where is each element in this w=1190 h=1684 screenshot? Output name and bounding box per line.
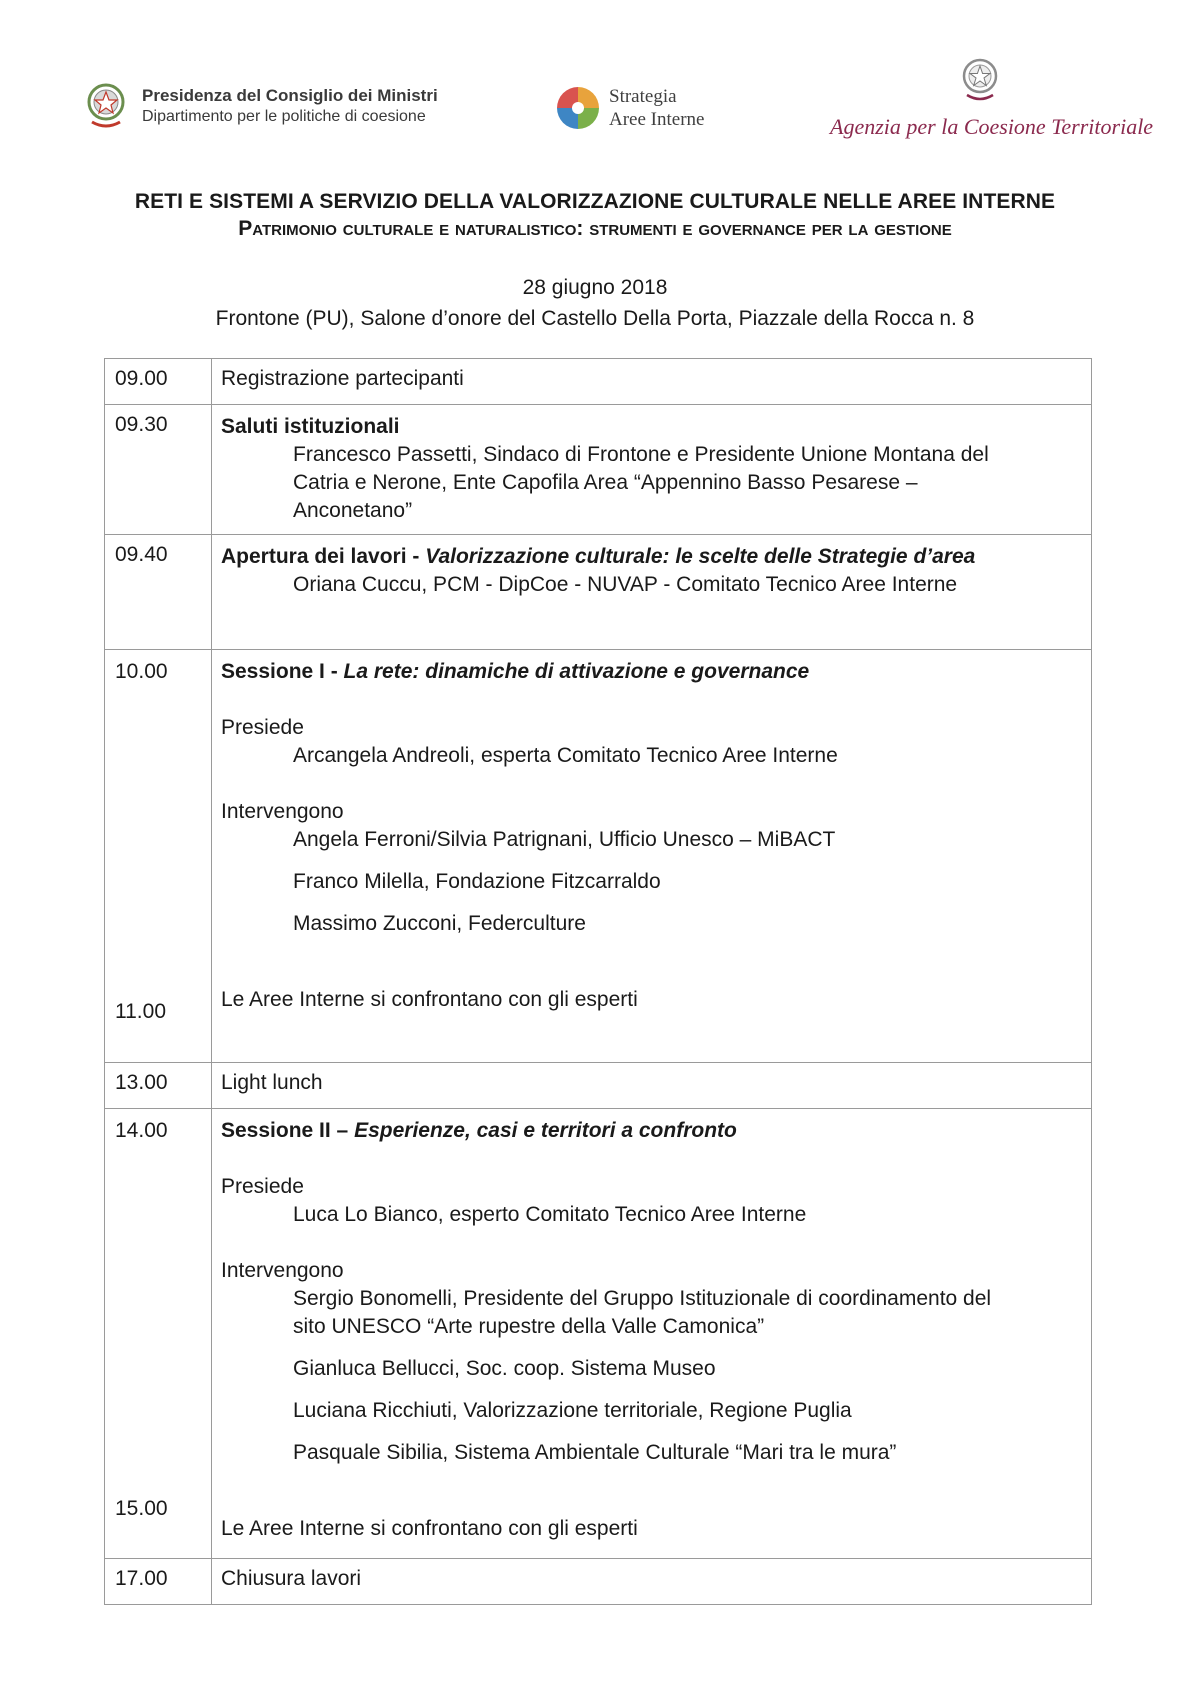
chair: Arcangela Andreoli, esperta Comitato Tecnico Aree Interne: [293, 744, 838, 767]
speaker: Oriana Cuccu, PCM - DipCoe - NUVAP - Comitato Tecnico Aree Interne: [293, 573, 958, 596]
speaker: Francesco Passetti, Sindaco di Frontone e Presidente Unione Montana del: [293, 443, 989, 466]
speaker: Pasquale Sibilia, Sistema Ambientale Culturale “Mari tra le mura”: [293, 1441, 897, 1464]
event-info: [0, 272, 1190, 334]
speaker: Angela Ferroni/Silvia Patrignani, Ufficio Unesco – MiBACT: [293, 828, 836, 851]
agenda-time: 11.00: [115, 1000, 166, 1023]
sai-logo: [555, 85, 704, 131]
speakers-label: Intervengono: [221, 1259, 344, 1282]
session-title: Saluti istituzionali: [221, 415, 400, 438]
session-title-italic: Valorizzazione culturale: le scelte delle Strategie d’area: [425, 545, 976, 568]
speaker: Gianluca Bellucci, Soc. coop. Sistema Museo: [293, 1357, 716, 1380]
agenda-time: 14.00: [115, 1119, 168, 1142]
speaker: Catria e Nerone, Ente Capofila Area “Appennino Basso Pesarese –: [293, 471, 918, 494]
session-title-bold: Sessione II –: [221, 1119, 355, 1142]
chair-label: Presiede: [221, 1175, 304, 1198]
agenda-row: [105, 405, 1092, 535]
pcm-logo: [84, 80, 438, 132]
agenda-item: [212, 650, 1092, 1063]
agenda-row: [105, 650, 1092, 1063]
agenda-time-cell: [105, 650, 212, 1063]
session-title-bold: Sessione I -: [221, 660, 344, 683]
agenda-time: 10.00: [115, 660, 168, 683]
agency-name: Agenzia per la Coesione Territoriale: [830, 114, 1154, 139]
session-title-italic: Esperienze, casi e territori a confronto: [354, 1119, 737, 1142]
speaker: Anconetano”: [293, 499, 413, 522]
agenda-item: [212, 1109, 1092, 1559]
pcm-department: Dipartimento per le politiche di coesione: [142, 108, 426, 125]
italian-emblem-icon: [84, 80, 128, 132]
event-date: 28 giugno 2018: [522, 276, 668, 299]
agenda-row: [105, 1109, 1092, 1559]
agenda-time: 09.00: [105, 359, 212, 405]
agenda-time: 13.00: [105, 1063, 212, 1109]
agenda-table: [104, 358, 1092, 1605]
agenda-row: [105, 535, 1092, 650]
agenda-item: Light lunch: [212, 1063, 1092, 1109]
agenda-time: 09.40: [105, 535, 212, 650]
agenda-time: 15.00: [115, 1497, 168, 1520]
session-closing: Le Aree Interne si confrontano con gli esperti: [221, 1517, 638, 1540]
chair-label: Presiede: [221, 716, 304, 739]
event-place: Frontone (PU), Salone d’onore del Castello Della Porta, Piazzale della Rocca n. 8: [215, 307, 975, 330]
agenda-row: [105, 1063, 1092, 1109]
chair: Luca Lo Bianco, esperto Comitato Tecnico Aree Interne: [293, 1203, 807, 1226]
agenda-row: [105, 1559, 1092, 1605]
sai-line1: Strategia: [609, 86, 677, 107]
session-closing: Le Aree Interne si confrontano con gli esperti: [221, 988, 638, 1011]
speaker: Franco Milella, Fondazione Fitzcarraldo: [293, 870, 661, 893]
agenda-item: Registrazione partecipanti: [212, 359, 1092, 405]
session-title-italic: La rete: dinamiche di attivazione e governance: [343, 660, 810, 683]
session-title-bold: Apertura dei lavori -: [221, 545, 426, 568]
agency-emblem-icon: [958, 55, 1002, 105]
strategia-aree-interne-logo-icon: [555, 85, 601, 131]
agenda-time: 17.00: [105, 1559, 212, 1605]
header: [0, 0, 1190, 160]
sai-line2: Aree Interne: [609, 109, 705, 130]
title-line1: RETI E SISTEMI A SERVIZIO DELLA VALORIZZAZIONE CULTURALE NELLE AREE INTERNE: [134, 190, 1056, 213]
agenda-item: Chiusura lavori: [212, 1559, 1092, 1605]
agenda-time: 09.30: [105, 405, 212, 535]
agenda-row: [105, 359, 1092, 405]
speaker: Luciana Ricchiuti, Valorizzazione territoriale, Regione Puglia: [293, 1399, 852, 1422]
speaker: sito UNESCO “Arte rupestre della Valle Camonica”: [293, 1315, 765, 1338]
agenda-item: [212, 405, 1092, 535]
pcm-name: Presidenza del Consiglio dei Ministri: [142, 86, 438, 105]
agenda-item: [212, 535, 1092, 650]
document-title: [0, 190, 1190, 241]
speaker: Sergio Bonomelli, Presidente del Gruppo Istituzionale di coordinamento del: [293, 1287, 992, 1310]
agency-logo: [830, 55, 1154, 140]
speaker: Massimo Zucconi, Federculture: [293, 912, 586, 935]
speakers-label: Intervengono: [221, 800, 344, 823]
title-line2: Patrimonio culturale e naturalistico: strumenti e governance per la gestione: [238, 217, 952, 240]
agenda-time-cell: [105, 1109, 212, 1559]
